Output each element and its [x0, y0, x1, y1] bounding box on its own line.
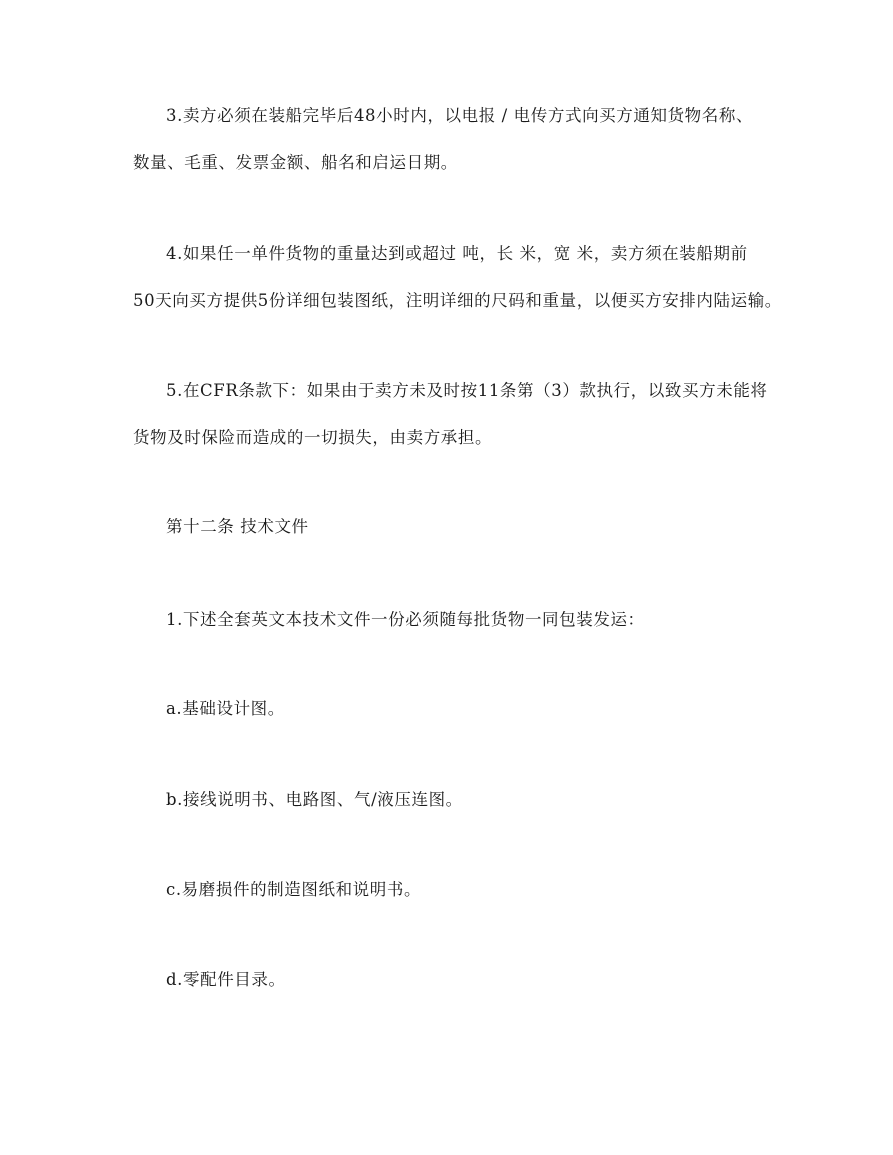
clause-3-line-2: 数量、毛重、发票金额、船名和启运日期。	[133, 153, 458, 172]
list-item: b.接线说明书、电路图、气/液压连图。	[166, 790, 463, 809]
clause-4-line-1: 4.如果任一单件货物的重量达到或超过 吨，长 米，宽 米，卖方须在装船期前	[166, 244, 748, 263]
clause-5-line-1: 5.在CFR条款下：如果由于卖方未及时按11条第（3）款执行，以致买方未能将	[166, 381, 768, 400]
list-item: d.零配件目录。	[166, 970, 286, 989]
list-item: c.易磨损件的制造图纸和说明书。	[166, 880, 422, 899]
section-intro: 1.下述全套英文本技术文件一份必须随每批货物一同包装发运：	[166, 610, 645, 629]
section-heading: 第十二条 技术文件	[166, 517, 309, 536]
clause-5-line-2: 货物及时保险而造成的一切损失，由卖方承担。	[133, 428, 493, 447]
list-item: a.基础设计图。	[166, 699, 285, 718]
clause-4-line-2: 50天向买方提供5份详细包装图纸，注明详细的尺码和重量，以便买方安排内陆运输。	[133, 291, 782, 310]
clause-3-line-1: 3.卖方必须在装船完毕后48小时内，以电报 / 电传方式向买方通知货物名称、	[166, 106, 754, 125]
